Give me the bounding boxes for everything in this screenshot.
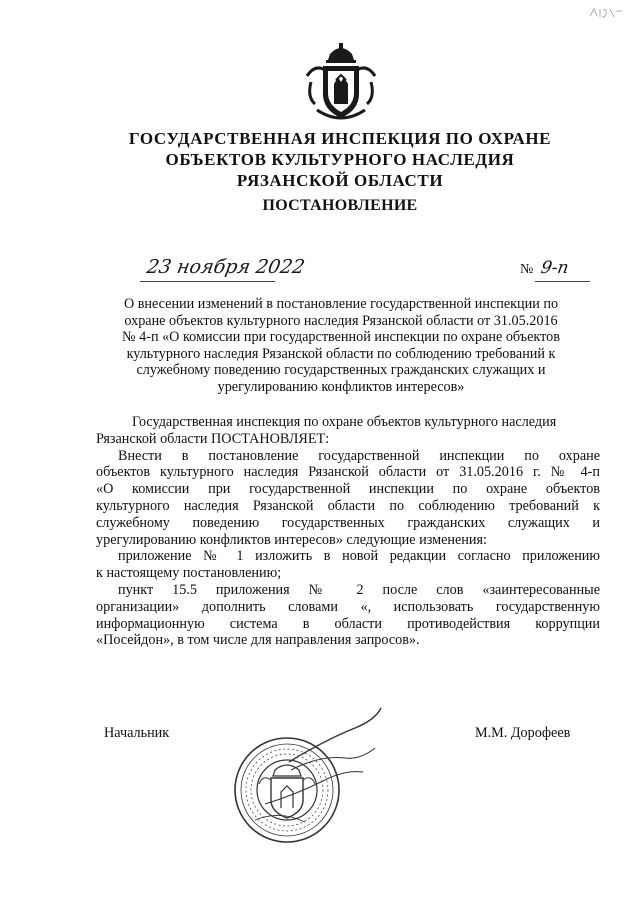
agency-name-line: ОБЪЕКТОВ КУЛЬТУРНОГО НАСЛЕДИЯ [165, 150, 515, 169]
number-prefix: № [520, 262, 534, 277]
subject-line: культурного наследия Рязанской области по соблюдению требований к [126, 345, 556, 362]
paragraph-line: «О комиссии при государственной инспекции по охране объектов [96, 481, 600, 498]
paragraph-line: организации» дополнить словами «, использовать государственную [96, 598, 600, 615]
paragraph-line: приложение № 1 изложить в новой редакции согласно приложению [118, 548, 600, 565]
paragraph-line: культурного наследия Рязанской области по соблюдению требований к [96, 497, 600, 514]
subject-line: № 4-п «О комиссии при государственной инспекции по охране объектов [122, 329, 560, 346]
number-underline [535, 281, 590, 282]
document-date: 23 ноября 2022 [145, 256, 307, 278]
coat-of-arms-icon [303, 42, 379, 122]
paragraph-line: урегулированию конфликтов интересов» следующие изменения: [96, 531, 487, 548]
paragraph-line: к настоящему постановлению; [96, 565, 282, 582]
subject-line: О внесении изменений в постановление государственной инспекции по [123, 296, 559, 312]
official-seal-icon [225, 700, 385, 850]
agency-name-line: ГОСУДАРСТВЕННАЯ ИНСПЕКЦИЯ ПО ОХРАНЕ [128, 129, 552, 148]
paragraph-line: служебному поведению государственных гражданских служащих и [96, 514, 600, 531]
paragraph-line: Государственная инспекция по охране объектов культурного наследия [132, 414, 557, 430]
date-underline [140, 281, 275, 282]
subject-line: служебному поведению государственных гражданских служащих и [136, 362, 546, 379]
paragraph-line: Внести в постановление государственной инспекции по охране [118, 447, 600, 464]
subject-line: охране объектов культурного наследия Рязанской области от 31.05.2016 [124, 312, 558, 329]
scan-mark-icon [588, 6, 628, 20]
signatory-title: Начальник [104, 725, 170, 741]
document-subject [96, 296, 586, 396]
agency-name [90, 128, 590, 191]
document-body [96, 414, 600, 649]
paragraph-line: информационную система в области противодействия коррупции [96, 615, 600, 632]
number-value: 9-п [539, 258, 571, 278]
paragraph-line: «Посейдон», в том числе для направления запросов». [96, 632, 420, 649]
paragraph-line: Рязанской области ПОСТАНОВЛЯЕТ: [96, 430, 330, 447]
document-number [520, 258, 571, 278]
paragraph-line: объектов культурного наследия Рязанской области от 31.05.2016 г. № 4-п [96, 464, 600, 481]
signatory-name: М.М. Дорофеев [475, 725, 571, 741]
paragraph-line: пункт 15.5 приложения № 2 после слов «заинтересованные [118, 581, 600, 598]
subject-line: урегулированию конфликтов интересов» [217, 378, 465, 395]
agency-name-line: РЯЗАНСКОЙ ОБЛАСТИ [236, 171, 444, 190]
document-type: ПОСТАНОВЛЕНИЕ [262, 197, 418, 214]
